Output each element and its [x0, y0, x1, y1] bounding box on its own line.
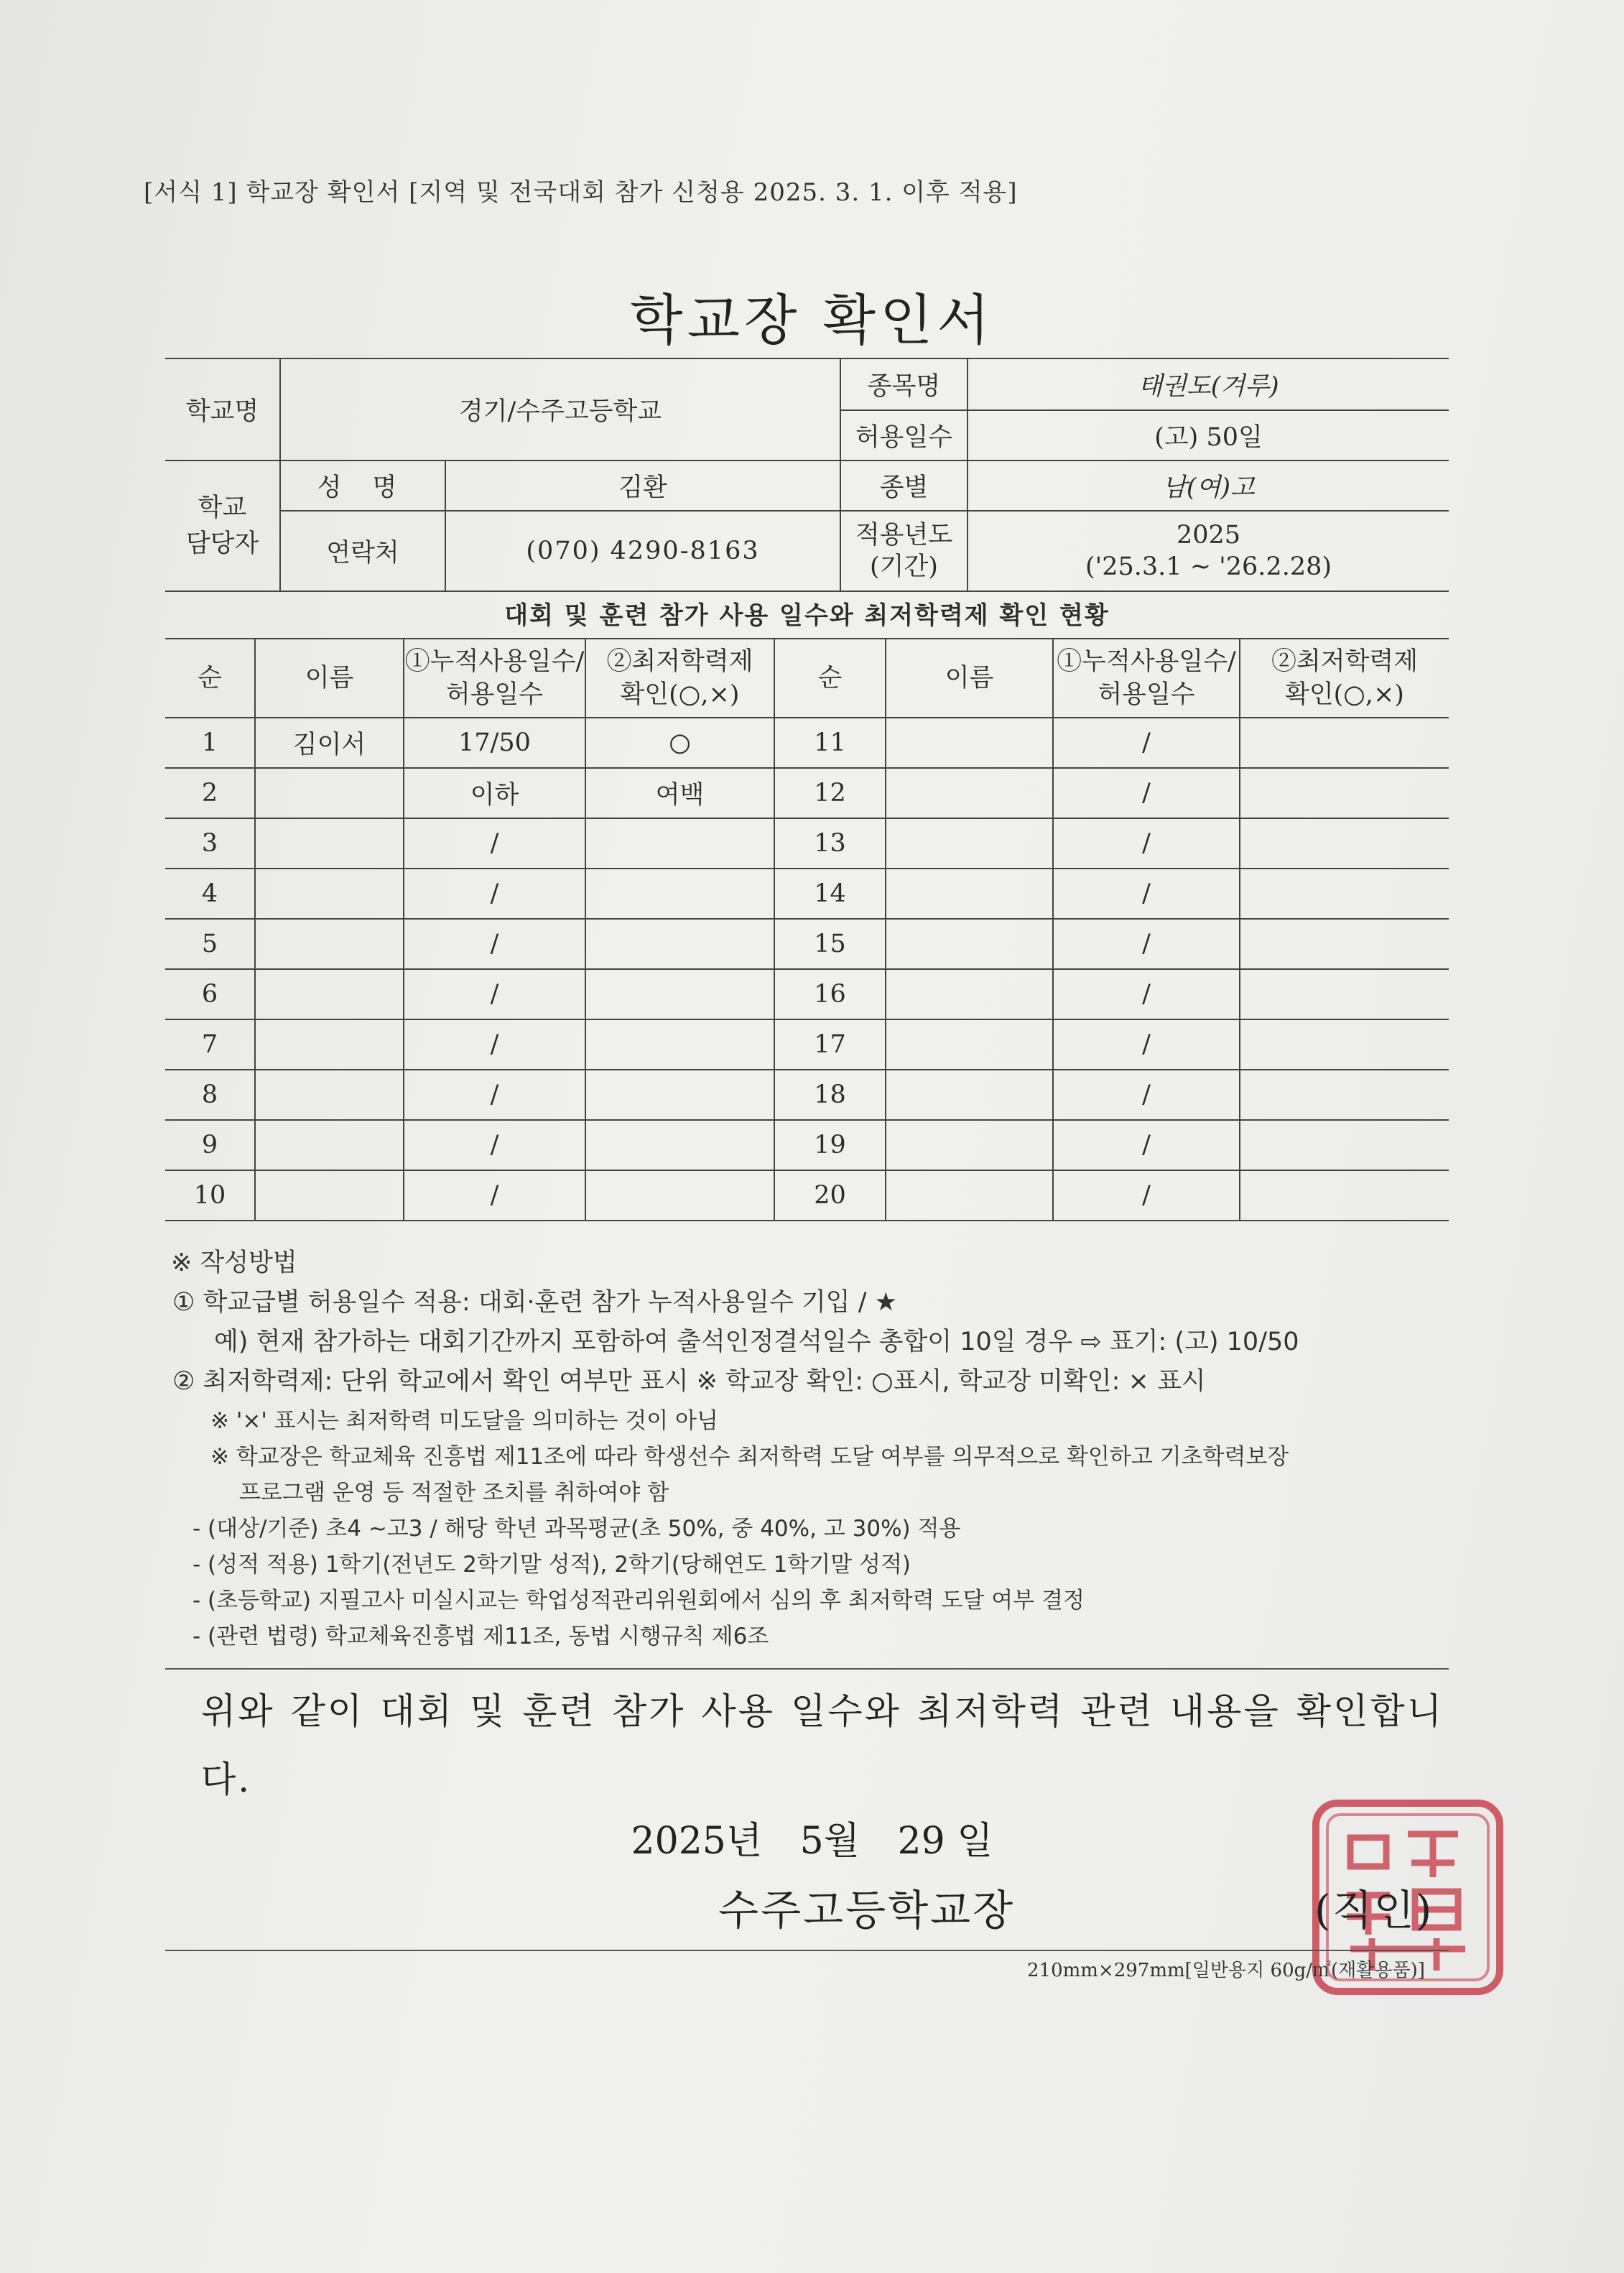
- row-days-right: /: [1053, 919, 1240, 969]
- table-row: [165, 869, 1449, 919]
- name-label: 성 명: [280, 460, 445, 511]
- year-value-line1: 2025: [1176, 521, 1241, 550]
- row-days-right: /: [1053, 869, 1240, 919]
- school-value: 경기/수주고등학교: [280, 358, 840, 460]
- table-row: [165, 768, 1449, 818]
- table-row: [165, 718, 1449, 768]
- row-check: [585, 1070, 774, 1120]
- row-check-right: [1240, 718, 1449, 768]
- row-days-right: /: [1053, 1070, 1240, 1120]
- gender-value: 남(여)고: [968, 460, 1449, 511]
- row-num: 8: [165, 1070, 255, 1120]
- manager-label-line2: 담당자: [185, 529, 259, 558]
- table-row: [165, 919, 1449, 969]
- sport-label: 종목명: [840, 358, 968, 410]
- row-days: /: [404, 919, 585, 969]
- form-header: [서식 1] 학교장 확인서 [지역 및 전국대회 참가 신청용 2025. 3. 1. 이후 적용]: [144, 178, 1018, 207]
- row-name: [255, 919, 404, 969]
- section-title: 대회 및 훈련 참가 사용 일수와 최저학력제 확인 현황: [165, 593, 1449, 639]
- header-check-line1: ②최저학력제: [606, 647, 753, 676]
- date-day: 29 일: [897, 1820, 993, 1863]
- notes-heading: ※ 작성방법: [171, 1249, 297, 1277]
- row-check-right: [1240, 969, 1449, 1019]
- table-row: [165, 1070, 1449, 1120]
- row-name-right: [886, 718, 1053, 768]
- row-num: 1: [165, 718, 255, 768]
- row-check: [585, 1170, 774, 1221]
- row-name: [255, 969, 404, 1019]
- row-days-right: /: [1053, 969, 1240, 1019]
- row-days-right: /: [1053, 1120, 1240, 1170]
- row-name: [255, 1019, 404, 1070]
- row-num: 7: [165, 1019, 255, 1070]
- date-year: 2025년: [631, 1820, 763, 1863]
- header-num: 순: [165, 639, 255, 718]
- table-row: [165, 1120, 1449, 1170]
- row-check: [585, 919, 774, 969]
- row-name: [255, 1070, 404, 1120]
- row-check-right: [1240, 1170, 1449, 1221]
- header-check-right-line1: ②최저학력제: [1271, 647, 1419, 676]
- row-check-right: [1240, 1019, 1449, 1070]
- row-num-right: 12: [774, 768, 886, 818]
- row-name-right: [886, 818, 1053, 869]
- divider-bottom: [165, 1950, 1449, 1951]
- header-days-line1: ①누적사용일수/: [404, 647, 585, 676]
- row-num: 6: [165, 969, 255, 1019]
- note-2: ② 최저학력제: 단위 학교에서 확인 여부만 표시 ※ 학교장 확인: ○표시, 학교장 미확인: × 표시: [172, 1367, 1206, 1396]
- header-days-right-line2: 허용일수: [1098, 680, 1195, 709]
- table-row: [165, 969, 1449, 1019]
- row-check-right: [1240, 818, 1449, 869]
- year-label-line2: (기간): [870, 552, 938, 581]
- note-detail-2: - (성적 적용) 1학기(전년도 2학기말 성적), 2학기(당해연도 1학기말 성적): [192, 1552, 911, 1578]
- row-num-right: 14: [774, 869, 886, 919]
- note-1-example: 예) 현재 참가하는 대회기간까지 포함하여 출석인정결석일수 총합이 10일 경우 ⇨ 표기: (고) 10/50: [214, 1328, 1299, 1356]
- row-name-right: [886, 1170, 1053, 1221]
- header-days-line2: 허용일수: [445, 680, 544, 709]
- row-days: /: [404, 1170, 585, 1221]
- row-num-right: 15: [774, 919, 886, 969]
- sport-value: 태권도(겨루): [968, 358, 1449, 410]
- row-days-right: /: [1053, 1170, 1240, 1221]
- row-check-right: [1240, 768, 1449, 818]
- header-name: 이름: [255, 639, 404, 718]
- header-check: [585, 639, 774, 718]
- row-num: 3: [165, 818, 255, 869]
- row-name: [255, 768, 404, 818]
- row-name-right: [886, 969, 1053, 1019]
- row-num-right: 16: [774, 969, 886, 1019]
- header-check-right: [1240, 639, 1449, 718]
- row-days: /: [404, 869, 585, 919]
- name-value: 김환: [445, 460, 840, 511]
- row-check-right: [1240, 919, 1449, 969]
- header-days: [404, 639, 585, 718]
- row-days: /: [404, 818, 585, 869]
- row-days-right: /: [1053, 768, 1240, 818]
- row-check: [585, 1120, 774, 1170]
- contact-value: (070) 4290-8163: [445, 511, 840, 591]
- row-name-right: [886, 1070, 1053, 1120]
- row-num: 5: [165, 919, 255, 969]
- row-num-right: 20: [774, 1170, 886, 1221]
- row-num: 4: [165, 869, 255, 919]
- row-check-right: [1240, 1120, 1449, 1170]
- note-1: ① 학교급별 허용일수 적용: 대회·훈련 참가 누적사용일수 기입 / ★: [172, 1288, 898, 1317]
- year-value: [968, 511, 1449, 591]
- note-2-sub2: ※ 학교장은 학교체육 진흥법 제11조에 따라 학생선수 최저학력 도달 여부를 의무적으로 확인하고 기초학력보장: [210, 1444, 1289, 1470]
- row-num-right: 13: [774, 818, 886, 869]
- row-name-right: [886, 768, 1053, 818]
- document-title: 학교장 확인서: [630, 288, 994, 352]
- row-check: [585, 818, 774, 869]
- row-name-right: [886, 869, 1053, 919]
- row-check: [585, 1019, 774, 1070]
- row-name: [255, 1120, 404, 1170]
- row-days-right: /: [1053, 718, 1240, 768]
- row-name-right: [886, 1120, 1053, 1170]
- row-name-right: [886, 1019, 1053, 1070]
- note-detail-4: - (관련 법령) 학교체육진흥법 제11조, 동법 시행규칙 제6조: [192, 1624, 769, 1649]
- row-num-right: 17: [774, 1019, 886, 1070]
- row-check: 여백: [585, 768, 774, 818]
- row-name: 김이서: [255, 718, 404, 768]
- row-name: [255, 818, 404, 869]
- row-num-right: 19: [774, 1120, 886, 1170]
- row-name-right: [886, 919, 1053, 969]
- confirmation-text: 위와 같이 대회 및 훈련 참가 사용 일수와 최저학력 관련 내용을 확인합니다.: [201, 1690, 1444, 1800]
- row-check: [585, 869, 774, 919]
- date-month: 5월: [799, 1820, 860, 1863]
- note-detail-3: - (초등학교) 지필고사 미실시교는 학업성적관리위원회에서 심의 후 최저학력 도달 여부 결정: [192, 1588, 1085, 1614]
- contact-label: 연락처: [280, 511, 445, 591]
- note-detail-1: - (대상/기준) 초4 ~고3 / 해당 학년 과목평균(초 50%, 중 40%, 고 30%) 적용: [192, 1516, 961, 1542]
- row-num: 10: [165, 1170, 255, 1221]
- header-num-right: 순: [774, 639, 886, 718]
- gender-label: 종별: [840, 460, 968, 511]
- manager-label: [165, 460, 280, 591]
- note-2-sub2b: 프로그램 운영 등 적절한 조치를 취하여야 함: [239, 1480, 669, 1506]
- row-days-right: /: [1053, 818, 1240, 869]
- year-label: [840, 511, 968, 591]
- principal-name: 수주고등학교장: [718, 1886, 1016, 1935]
- header-days-right-line1: ①누적사용일수/: [1057, 647, 1236, 676]
- row-check-right: [1240, 869, 1449, 919]
- row-days: 이하: [404, 768, 585, 818]
- info-table: [165, 358, 1449, 592]
- year-label-line1: 적용년도: [855, 521, 953, 550]
- row-name: [255, 869, 404, 919]
- paper-size-note: 210mm×297mm[일반용지 60g/㎡(재활용품)]: [1027, 1960, 1425, 1981]
- row-days: 17/50: [404, 718, 585, 768]
- school-label: 학교명: [165, 358, 280, 460]
- row-num-right: 11: [774, 718, 886, 768]
- allowed-days-label: 허용일수: [840, 410, 968, 460]
- row-num: 9: [165, 1120, 255, 1170]
- row-num: 2: [165, 768, 255, 818]
- row-days: /: [404, 1019, 585, 1070]
- record-header-row: [165, 639, 1449, 718]
- header-check-right-line2: 확인(○,×): [1285, 680, 1404, 709]
- row-check-right: [1240, 1070, 1449, 1120]
- table-row: [165, 1170, 1449, 1221]
- row-check: ○: [585, 718, 774, 768]
- record-table: [165, 638, 1449, 1221]
- seal-label: (직인): [1314, 1886, 1434, 1935]
- table-row: [165, 818, 1449, 869]
- note-2-sub1: ※ '×' 표시는 최저학력 미도달을 의미하는 것이 아님: [210, 1408, 718, 1434]
- row-num-right: 18: [774, 1070, 886, 1120]
- row-days: /: [404, 1120, 585, 1170]
- row-days-right: /: [1053, 1019, 1240, 1070]
- manager-label-line1: 학교: [198, 494, 247, 522]
- divider-top: [165, 1668, 1449, 1670]
- header-days-right: [1053, 639, 1240, 718]
- row-days: /: [404, 1070, 585, 1120]
- header-name-right: 이름: [886, 639, 1053, 718]
- row-check: [585, 969, 774, 1019]
- row-name: [255, 1170, 404, 1221]
- year-value-line2: ('25.3.1 ~ '26.2.28): [1085, 552, 1332, 581]
- row-days: /: [404, 969, 585, 1019]
- table-row: [165, 1019, 1449, 1070]
- header-check-line2: 확인(○,×): [620, 680, 740, 709]
- allowed-days-value: (고) 50일: [968, 410, 1449, 460]
